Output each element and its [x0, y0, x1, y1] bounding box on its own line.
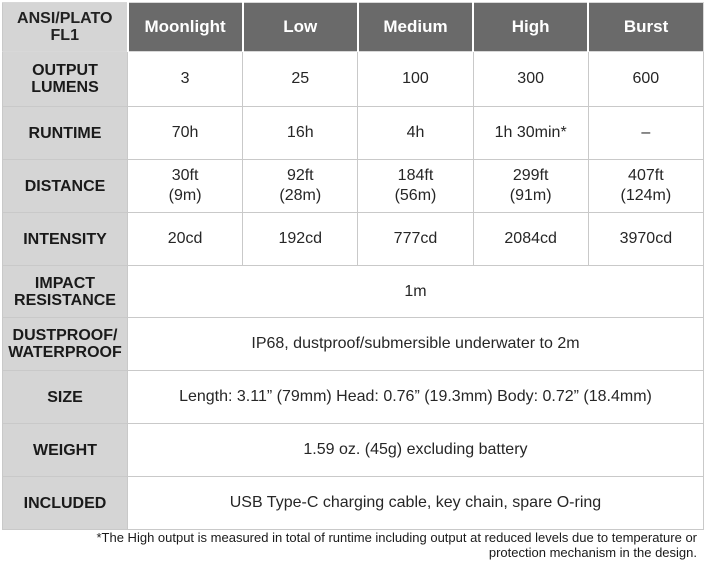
distance-row — [3, 160, 704, 213]
distance-ft: 30ft — [171, 167, 199, 184]
mode-header-medium: Medium — [358, 3, 473, 52]
runtime-label: RUNTIME — [3, 107, 128, 160]
output-label-line1: OUTPUT — [32, 62, 98, 79]
weight-value: 1.59 oz. (45g) excluding battery — [128, 424, 704, 477]
spec-table — [2, 2, 704, 530]
runtime-moonlight: 70h — [128, 107, 243, 160]
included-label: INCLUDED — [3, 477, 128, 530]
distance-ft: 407ft — [628, 167, 664, 184]
standard-label-line2: FL1 — [50, 27, 79, 44]
included-row — [3, 477, 704, 530]
distance-m: (91m) — [509, 187, 552, 204]
intensity-high: 2084cd — [473, 213, 588, 266]
footnote — [30, 530, 697, 560]
distance-m: (9m) — [168, 187, 202, 204]
waterproof-label-line2: WATERPROOF — [8, 344, 122, 361]
distance-m: (28m) — [279, 187, 322, 204]
weight-label: WEIGHT — [3, 424, 128, 477]
output-low: 25 — [243, 52, 358, 107]
distance-medium — [358, 160, 473, 213]
distance-ft: 92ft — [286, 167, 314, 184]
waterproof-label-line1: DUSTPROOF/ — [12, 327, 118, 344]
distance-ft: 184ft — [397, 167, 434, 184]
intensity-medium: 777cd — [358, 213, 473, 266]
standard-header-cell — [3, 3, 128, 52]
distance-m: (56m) — [394, 187, 437, 204]
intensity-label: INTENSITY — [3, 213, 128, 266]
impact-label — [3, 266, 128, 318]
distance-ft: 299ft — [512, 167, 549, 184]
intensity-low: 192cd — [243, 213, 358, 266]
mode-header-low: Low — [243, 3, 358, 52]
impact-value: 1m — [128, 266, 704, 318]
waterproof-label — [3, 318, 128, 371]
output-label-line2: LUMENS — [31, 79, 99, 96]
distance-burst — [588, 160, 703, 213]
distance-low — [243, 160, 358, 213]
footnote-line2: protection mechanism in the design. — [488, 545, 697, 560]
output-medium: 100 — [358, 52, 473, 107]
intensity-burst: 3970cd — [588, 213, 703, 266]
output-label — [3, 52, 128, 107]
size-row — [3, 371, 704, 424]
included-value: USB Type-C charging cable, key chain, spare O-ring — [128, 477, 704, 530]
weight-row — [3, 424, 704, 477]
output-row — [3, 52, 704, 107]
size-value: Length: 3.11” (79mm) Head: 0.76” (19.3mm) Body: 0.72” (18.4mm) — [128, 371, 704, 424]
mode-header-moonlight: Moonlight — [128, 3, 243, 52]
runtime-high: 1h 30min* — [473, 107, 588, 160]
output-moonlight: 3 — [128, 52, 243, 107]
intensity-moonlight: 20cd — [128, 213, 243, 266]
runtime-burst: – — [588, 107, 703, 160]
distance-label: DISTANCE — [3, 160, 128, 213]
mode-header-high: High — [473, 3, 588, 52]
runtime-medium: 4h — [358, 107, 473, 160]
impact-label-line1: IMPACT — [34, 274, 96, 292]
waterproof-value: IP68, dustproof/submersible underwater to 2m — [128, 318, 704, 371]
distance-moonlight — [128, 160, 243, 213]
waterproof-row — [3, 318, 704, 371]
standard-label-line1: ANSI/PLATO — [17, 10, 113, 27]
runtime-row — [3, 107, 704, 160]
runtime-low: 16h — [243, 107, 358, 160]
output-burst: 600 — [588, 52, 703, 107]
distance-high — [473, 160, 588, 213]
output-high: 300 — [473, 52, 588, 107]
distance-m: (124m) — [620, 187, 672, 204]
size-label: SIZE — [3, 371, 128, 424]
footnote-line1: *The High output is measured in total of runtime including output at reduced levels due to temperature or — [96, 530, 697, 545]
impact-label-line2: RESISTANCE — [14, 291, 116, 309]
intensity-row — [3, 213, 704, 266]
header-row — [3, 3, 704, 52]
impact-row — [3, 266, 704, 318]
mode-header-burst: Burst — [588, 3, 703, 52]
